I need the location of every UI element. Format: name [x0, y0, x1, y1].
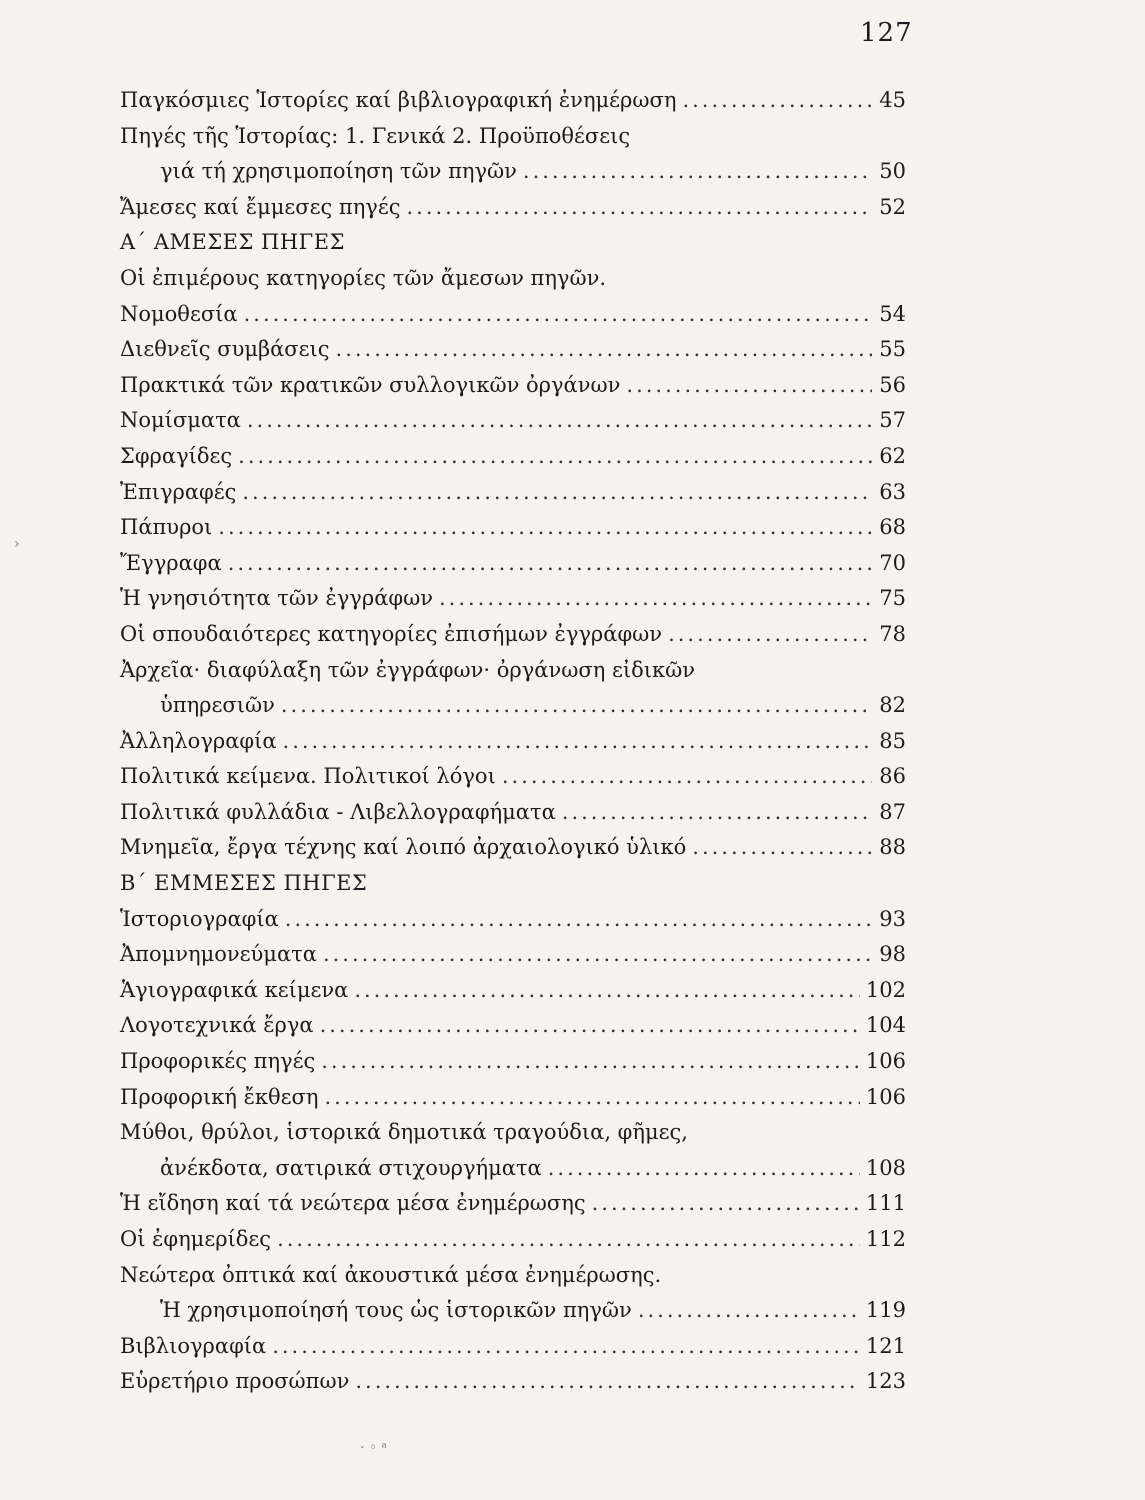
toc-entry [120, 119, 906, 155]
table-of-contents [120, 83, 906, 1400]
entry-page: 106 [865, 1049, 906, 1074]
dot-leader [682, 83, 872, 119]
dot-leader [320, 1008, 860, 1044]
toc-entry [120, 403, 906, 439]
dot-leader [523, 154, 872, 190]
entry-title: Οἱ σπουδαιότερες κατηγορίες ἐπισήμων ἐγγράφων [120, 621, 663, 646]
entry-page: 112 [865, 1227, 906, 1251]
dot-leader [281, 688, 872, 724]
entry-title: Πολιτικά φυλλάδια - Λιβελλογραφήματα [120, 799, 556, 824]
entry-title: Πρακτικά τῶν κρατικῶν συλλογικῶν ὀργάνων [120, 372, 621, 397]
entry-page: 93 [879, 906, 906, 931]
toc-entry [120, 1151, 906, 1187]
entry-page: 104 [865, 1013, 906, 1038]
entry-title: Ἀλληλογραφία [120, 728, 277, 753]
toc-entry [120, 1222, 906, 1258]
toc-entry [120, 724, 906, 760]
toc-entry [120, 902, 906, 938]
margin-mark: › [14, 536, 20, 552]
entry-page: 54 [879, 301, 906, 326]
dot-leader [228, 546, 872, 582]
dot-leader [285, 902, 872, 938]
dot-leader [321, 1044, 860, 1080]
section-heading [120, 866, 906, 902]
toc-entry [120, 1044, 906, 1080]
dot-leader [336, 332, 872, 368]
toc-entry [120, 154, 906, 190]
entry-title: Νομίσματα [120, 408, 241, 433]
entry-title: Νομοθεσία [120, 301, 238, 326]
dot-leader [439, 581, 872, 617]
entry-title: Εὑρετήριο προσώπων [120, 1369, 350, 1394]
toc-entry [120, 297, 906, 333]
entry-title: Διεθνεῖς συμβάσεις [120, 337, 330, 362]
entry-page: 111 [865, 1191, 906, 1216]
entry-title: Β΄ ΕΜΜΕΣΕΣ ΠΗΓΕΣ [120, 871, 368, 896]
entry-title: Μύθοι, θρύλοι, ἱστορικά δημοτικά τραγούδια, φῆμες, [120, 1120, 688, 1145]
entry-title: Ἄμεσες καί ἔμμεσες πηγές [120, 194, 401, 219]
entry-title: Προφορική ἔκθεση [120, 1084, 319, 1109]
entry-title: γιά τή χρησιμοποίηση τῶν πηγῶν [160, 159, 517, 184]
toc-entry [120, 795, 906, 831]
entry-page: 85 [879, 728, 906, 753]
dot-leader [277, 1222, 860, 1258]
entry-title: Ἐπιγραφές [120, 479, 237, 504]
toc-entry [120, 510, 906, 546]
entry-page: 52 [879, 194, 906, 219]
entry-title: Λογοτεχνικά ἔργα [120, 1013, 314, 1038]
toc-entry [120, 190, 906, 226]
entry-page: 63 [879, 479, 906, 504]
entry-title: Ἡ εἴδηση καί τά νεώτερα μέσα ἐνημέρωσης [120, 1191, 586, 1216]
entry-title: Πολιτικά κείμενα. Πολιτικοί λόγοι [120, 764, 496, 789]
toc-entry [120, 1115, 906, 1151]
entry-title: Οἱ ἐφημερίδες [120, 1227, 272, 1251]
toc-entry [120, 439, 906, 475]
entry-page: 106 [865, 1084, 906, 1109]
entry-title: Ἔγγραφα [120, 550, 222, 575]
dot-leader [692, 830, 872, 866]
entry-page: 78 [879, 621, 906, 646]
toc-entry [120, 1258, 906, 1294]
toc-entry [120, 581, 906, 617]
toc-entry [120, 1329, 906, 1365]
toc-entry [120, 261, 906, 297]
entry-page: 75 [879, 586, 906, 611]
entry-page: 50 [879, 159, 906, 184]
toc-entry [120, 1080, 906, 1116]
dot-leader [238, 439, 872, 475]
dot-leader [355, 1364, 860, 1400]
entry-title: Προφορικές πηγές [120, 1049, 316, 1074]
entry-page: 57 [879, 408, 906, 433]
dot-leader [247, 403, 872, 439]
page-number: 127 [860, 18, 913, 48]
dot-leader [406, 190, 872, 226]
dot-leader [283, 724, 872, 760]
toc-entry [120, 1364, 906, 1400]
dot-leader [626, 368, 872, 404]
toc-entry [120, 830, 906, 866]
entry-title: Ἡ χρησιμοποίησή τους ὡς ἱστορικῶν πηγῶν [160, 1298, 632, 1323]
dot-leader [502, 759, 872, 795]
toc-entry [120, 973, 906, 1009]
toc-entry [120, 759, 906, 795]
toc-entry [120, 937, 906, 973]
dot-leader [244, 297, 872, 333]
entry-title: Πηγές τῆς Ἱστορίας: 1. Γενικά 2. Προϋποθέσεις [120, 123, 631, 148]
entry-title: Ἡ γνησιότητα τῶν ἐγγράφων [120, 586, 433, 611]
entry-page: 55 [879, 337, 906, 362]
entry-title: Βιβλιογραφία [120, 1333, 267, 1358]
entry-title: ὑπηρεσιῶν [160, 693, 275, 718]
entry-page: 88 [879, 835, 906, 860]
toc-entry [120, 475, 906, 511]
dot-leader [324, 1080, 859, 1116]
entry-page: 56 [879, 372, 906, 397]
toc-entry [120, 546, 906, 582]
entry-title: Παγκόσμιες Ἱστορίες καί βιβλιογραφική ἐνημέρωση [120, 88, 677, 112]
entry-page: 123 [865, 1369, 906, 1394]
entry-title: Ἀπομνημονεύματα [120, 942, 317, 967]
entry-title: Σφραγίδες [120, 443, 233, 468]
toc-entry [120, 1186, 906, 1222]
toc-entry [120, 368, 906, 404]
toc-entry [120, 1293, 906, 1329]
toc-entry [120, 688, 906, 724]
entry-page: 86 [879, 764, 906, 789]
entry-page: 45 [879, 88, 906, 112]
entry-title: Α΄ ΑΜΕΣΕΣ ΠΗΓΕΣ [120, 230, 345, 255]
entry-title: Οἱ ἐπιμέρους κατηγορίες τῶν ἄμεσων πηγῶν. [120, 265, 607, 290]
entry-page: 102 [865, 977, 906, 1002]
entry-page: 87 [879, 799, 906, 824]
entry-title: Μνημεῖα, ἔργα τέχνης καί λοιπό ἀρχαιολογικό ὑλικό [120, 835, 687, 860]
dot-leader [323, 937, 872, 973]
entry-page: 98 [879, 942, 906, 967]
dot-leader [218, 510, 872, 546]
entry-title: Νεώτερα ὀπτικά καί ἀκουστικά μέσα ἐνημέρωσης. [120, 1262, 662, 1287]
toc-entry [120, 83, 906, 119]
dot-leader [562, 795, 872, 831]
toc-entry [120, 617, 906, 653]
entry-page: 68 [879, 515, 906, 540]
entry-page: 121 [865, 1333, 906, 1358]
dot-leader [354, 973, 860, 1009]
entry-title: Ἀρχεῖα· διαφύλαξη τῶν ἐγγράφων· ὀργάνωση εἰδικῶν [120, 657, 695, 682]
scan-speck: · ◦ ᵃ [360, 1440, 388, 1456]
toc-entry [120, 1008, 906, 1044]
dot-leader [242, 475, 872, 511]
toc-entry [120, 332, 906, 368]
entry-title: Πάπυροι [120, 515, 213, 540]
entry-page: 82 [879, 693, 906, 718]
dot-leader [272, 1329, 860, 1365]
entry-title: Ἱστοριογραφία [120, 906, 279, 931]
dot-leader [668, 617, 872, 653]
entry-page: 62 [879, 443, 906, 468]
dot-leader [548, 1151, 860, 1187]
entry-page: 119 [865, 1298, 906, 1323]
dot-leader [638, 1293, 860, 1329]
entry-page: 70 [879, 550, 906, 575]
section-heading [120, 225, 906, 261]
entry-title: Ἁγιογραφικά κείμενα [120, 977, 349, 1002]
toc-entry [120, 653, 906, 689]
entry-title: ἀνέκδοτα, σατιρικά στιχουργήματα [160, 1155, 542, 1180]
dot-leader [592, 1186, 860, 1222]
entry-page: 108 [865, 1155, 906, 1180]
